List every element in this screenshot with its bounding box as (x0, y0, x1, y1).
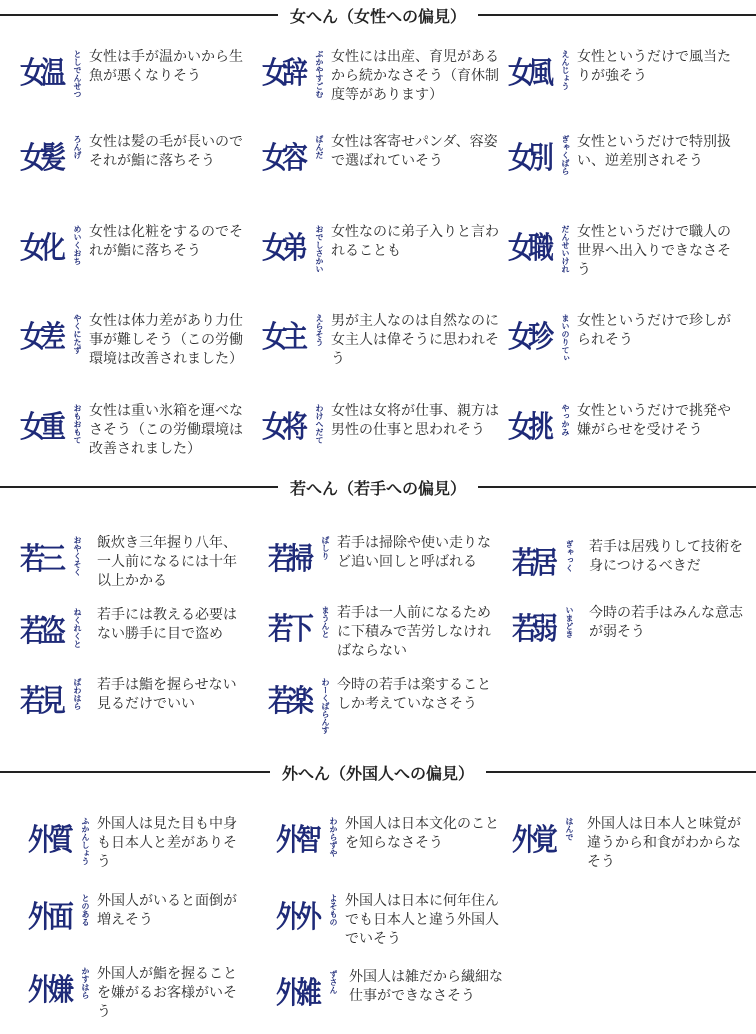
divider (0, 771, 270, 773)
kanji-glyph-icon: 女 風 (508, 56, 549, 91)
kanji-glyph-icon: 女 化 (20, 231, 61, 266)
list-item (262, 223, 502, 275)
section-title: 若へん（若手への偏見） (290, 478, 467, 498)
furigana: ぱんだ (315, 135, 324, 159)
description: 外国人は日本人と味覚が違うから和食がわからなそう (587, 816, 741, 870)
list-item (276, 968, 506, 1020)
list-item (512, 538, 748, 590)
furigana: ずさん (329, 970, 338, 994)
divider (0, 486, 278, 488)
kanji-glyph-icon: 若 見 (20, 684, 61, 719)
furigana: ぱわはら (73, 678, 82, 710)
furigana: かすはら (81, 967, 90, 999)
section-title: 外へん（外国人への偏見） (282, 763, 475, 783)
kanji-glyph-icon: 女 挑 (508, 410, 549, 445)
list-item (262, 402, 502, 454)
description: 外国人は見た目も中身も日本人と差がありそう (97, 816, 237, 870)
list-item (28, 892, 254, 944)
list-item (508, 223, 748, 280)
list-item (262, 133, 502, 185)
furigana: まうんと (321, 606, 330, 638)
list-item (512, 815, 748, 872)
furigana: ふかんしょう (81, 817, 90, 865)
list-item (512, 604, 748, 656)
description: 女性というだけで特別扱い、逆差別されそう (577, 134, 731, 169)
furigana: えんじょう (561, 50, 570, 90)
list-item (20, 133, 250, 185)
divider (486, 771, 756, 773)
list-item (268, 604, 504, 661)
description: 若手は居残りして技術を身につけるべきだ (589, 539, 743, 574)
description: 若手には教える必要はない勝手に目で盗め (97, 607, 237, 642)
list-item (20, 223, 250, 275)
kanji-glyph-icon: 女 主 (262, 320, 303, 355)
description: 若手は鮨を握らせない見るだけでいい (97, 677, 237, 712)
divider (478, 486, 756, 488)
description: 外国人が鮨を握ることを嫌がるお客様がいそう (97, 966, 237, 1020)
list-item (20, 402, 250, 459)
description: 女性というだけで挑発や嫌がらせを受けそう (577, 403, 731, 438)
kanji-glyph-icon: 若 盗 (20, 614, 61, 649)
section-header-young (0, 474, 756, 500)
list-item (276, 892, 506, 949)
furigana: おでしさかい (315, 225, 324, 273)
description: 女性は重い氷箱を運べなさそう（この労働環境は改善されました） (89, 403, 243, 457)
description: 女性は手が温かいから生魚が悪くなりそう (89, 49, 243, 84)
kanji-glyph-icon: 若 掃 (268, 542, 309, 577)
furigana: とのある (81, 894, 90, 926)
kanji-glyph-icon: 若 居 (512, 546, 553, 581)
description: 今時の若手はみんな意志が弱そう (589, 605, 743, 640)
furigana: めいくおち (73, 225, 82, 265)
list-item (262, 312, 502, 369)
kanji-glyph-icon: 若 弱 (512, 612, 553, 647)
kanji-glyph-icon: 女 職 (508, 231, 549, 266)
section-title: 女へん（女性への偏見） (290, 6, 467, 26)
kanji-glyph-icon: 外 雑 (276, 976, 317, 1011)
kanji-glyph-icon: 女 別 (508, 141, 549, 176)
furigana: おやくそく (73, 536, 82, 576)
kanji-glyph-icon: 外 覚 (512, 823, 553, 858)
furigana: わけへだて (315, 404, 324, 444)
list-item (20, 534, 250, 591)
divider (0, 14, 278, 16)
kanji-glyph-icon: 女 髪 (20, 141, 61, 176)
description: 今時の若手は楽することしか考えていなさそう (337, 677, 491, 712)
furigana: ねくれくと (73, 608, 82, 648)
description: 女性なのに弟子入りと言われることも (331, 224, 499, 259)
list-item (508, 133, 748, 185)
kanji-glyph-icon: 女 将 (262, 410, 303, 445)
furigana: ぎゃくばら (561, 135, 570, 175)
section-header-foreigners (0, 759, 756, 785)
divider (478, 14, 756, 16)
description: 飯炊き三年握り八年、一人前になるには十年以上かかる (97, 535, 237, 589)
list-item (276, 815, 506, 867)
kanji-glyph-icon: 女 温 (20, 56, 61, 91)
description: 女性は化粧をするのでそれが鮨に落ちそう (89, 224, 243, 259)
description: 女性には出産、育児があるから続かなさそう（育休制度等があります） (331, 49, 499, 103)
furigana: ろんげ (73, 135, 82, 159)
furigana: わーくばらんす (321, 678, 330, 734)
furigana: ぱしり (321, 536, 330, 560)
kanji-glyph-icon: 女 辞 (262, 56, 303, 91)
furigana: やっかみ (561, 404, 570, 436)
furigana: えらそう (315, 314, 324, 346)
description: 女性は客寄せパンダ、容姿で選ばれていそう (331, 134, 498, 169)
description: 女性というだけで風当たりが強そう (577, 49, 731, 84)
furigana: わからずや (329, 817, 338, 857)
list-item (20, 312, 250, 369)
section-header-women (0, 2, 756, 28)
furigana: はんで (565, 817, 574, 841)
description: 外国人は雑だから繊細な仕事ができなさそう (349, 969, 503, 1004)
list-item (508, 402, 748, 454)
list-item (508, 312, 748, 364)
kanji-glyph-icon: 若 楽 (268, 684, 309, 719)
kanji-glyph-icon: 外 外 (276, 900, 317, 935)
furigana: おもおもて (73, 404, 82, 444)
furigana: としでんせつ (73, 50, 82, 98)
kanji-glyph-icon: 女 弟 (262, 231, 303, 266)
description: 女性は女将が仕事、親方は男性の仕事と思われそう (331, 403, 499, 438)
list-item (20, 48, 250, 100)
description: 女性というだけで職人の世界へ出入りできなさそう (577, 224, 731, 278)
list-item (28, 815, 254, 872)
list-item (508, 48, 748, 100)
kanji-glyph-icon: 若 三 (20, 542, 61, 577)
description: 女性は髪の毛が長いのでそれが鮨に落ちそう (89, 134, 243, 169)
kanji-glyph-icon: 若 下 (268, 612, 309, 647)
description: 若手は一人前になるために下積みで苦労しなければならない (337, 605, 491, 659)
kanji-glyph-icon: 外 智 (276, 823, 317, 858)
kanji-glyph-icon: 外 嫌 (28, 973, 69, 1008)
kanji-glyph-icon: 女 差 (20, 320, 61, 355)
description: 男が主人なのは自然なのに女主人は偉そうに思われそう (331, 313, 499, 367)
list-item (268, 534, 504, 586)
list-item (20, 676, 250, 728)
kanji-glyph-icon: 女 重 (20, 410, 61, 445)
description: 外国人がいると面倒が増えそう (97, 893, 237, 928)
kanji-glyph-icon: 外 面 (28, 900, 69, 935)
furigana: いまどき (565, 606, 574, 638)
kanji-glyph-icon: 女 容 (262, 141, 303, 176)
furigana: だんせいけれ (561, 225, 570, 273)
furigana: やくにたず (73, 314, 82, 354)
kanji-glyph-icon: 女 珍 (508, 320, 549, 355)
furigana: よそもの (329, 894, 338, 926)
kanji-glyph-icon: 外 質 (28, 823, 69, 858)
list-item (20, 606, 250, 658)
description: 若手は掃除や使い走りなど追い回しと呼ばれる (337, 535, 491, 570)
list-item (28, 965, 254, 1022)
furigana: ぎゃっく (565, 540, 574, 572)
furigana: まいのりてぃ (561, 314, 570, 362)
description: 女性は体力差があり力仕事が難しそう（この労働環境は改善されました） (89, 313, 243, 367)
furigana: ぶかやすごむ (315, 50, 324, 98)
description: 外国人は日本に何年住んでも日本人と違う外国人でいそう (345, 893, 499, 947)
list-item (268, 676, 504, 734)
list-item (262, 48, 502, 105)
description: 外国人は日本文化のことを知らなさそう (345, 816, 499, 851)
description: 女性というだけで珍しがられそう (577, 313, 731, 348)
